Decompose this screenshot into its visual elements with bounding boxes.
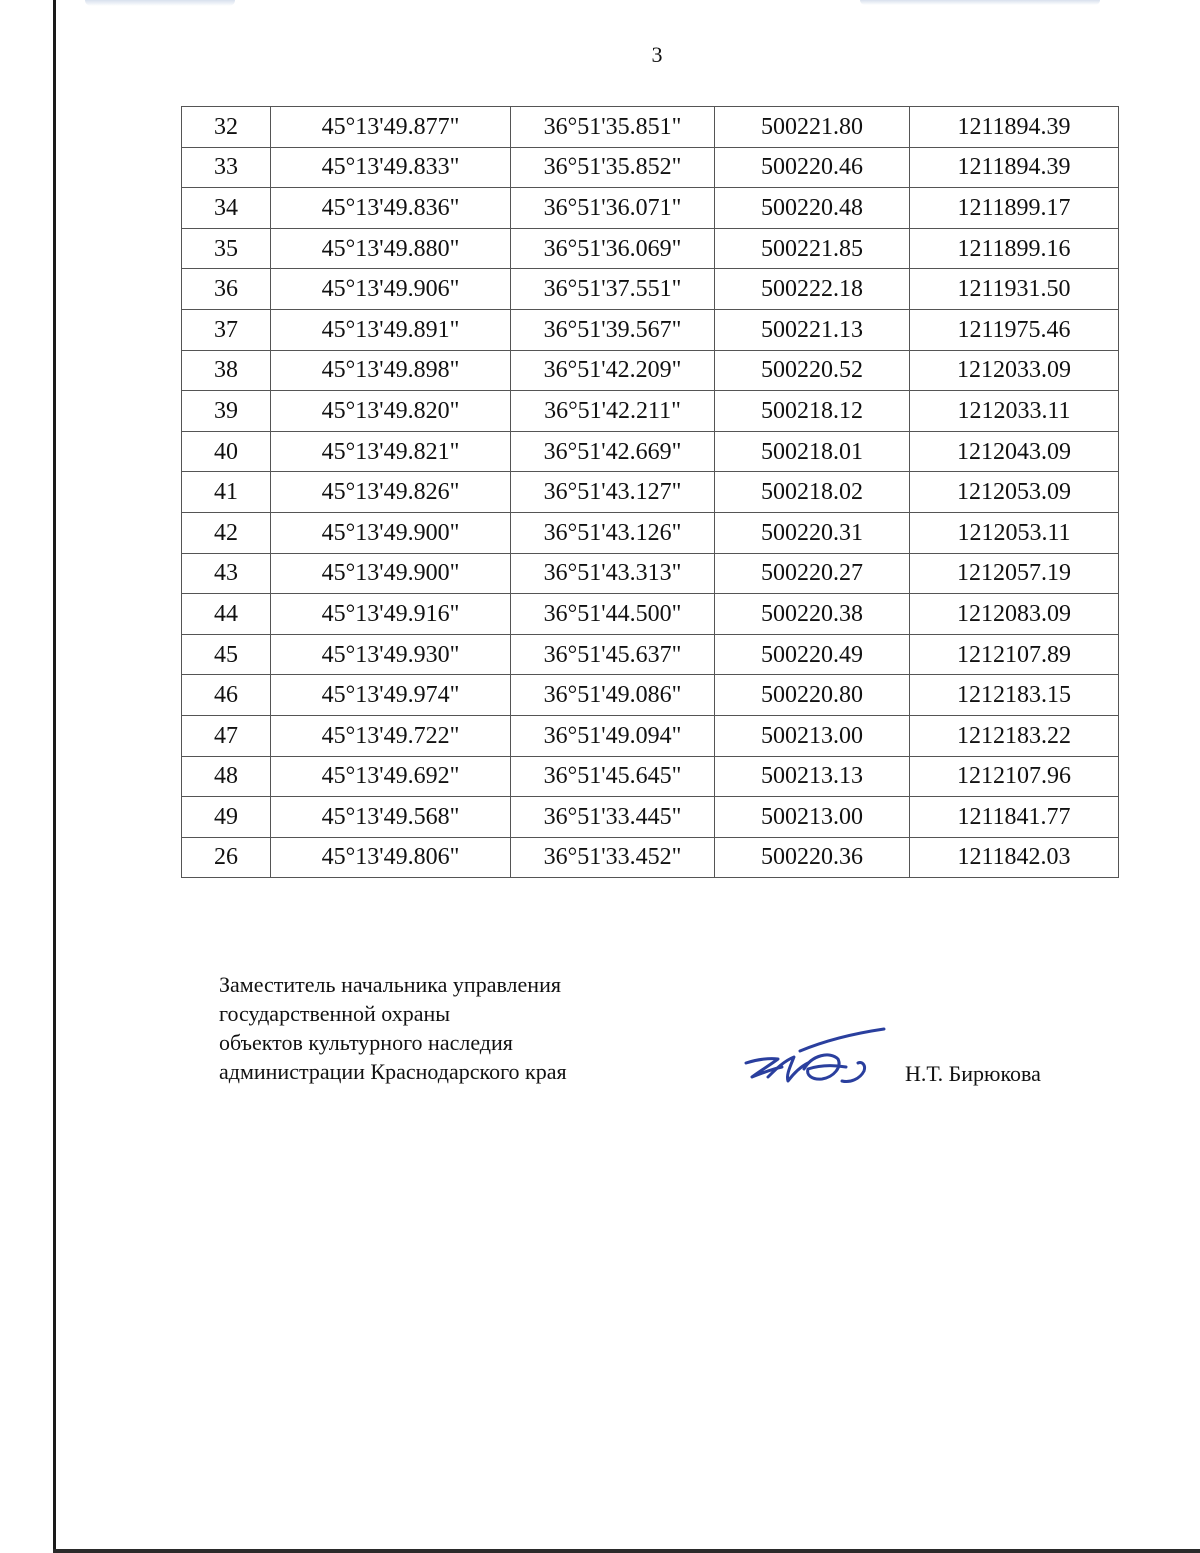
latitude-cell: 45°13'49.930" [271,634,511,675]
latitude-cell: 45°13'49.722" [271,715,511,756]
latitude-cell: 45°13'49.898" [271,350,511,391]
point-number-cell: 41 [182,472,271,513]
point-number-cell: 26 [182,837,271,878]
point-number-cell: 44 [182,594,271,635]
table-row [182,594,1119,635]
scan-edge-left [53,0,56,1553]
y-coordinate-cell: 1212043.09 [910,431,1119,472]
point-number-cell: 45 [182,634,271,675]
page-number: 3 [651,42,663,67]
signatory-position-line: объектов культурного наследия [219,1030,513,1055]
y-coordinate-cell: 1212057.19 [910,553,1119,594]
longitude-cell: 36°51'44.500" [511,594,715,635]
x-coordinate-cell: 500220.38 [715,594,910,635]
longitude-cell: 36°51'43.127" [511,472,715,513]
x-coordinate-cell: 500220.31 [715,512,910,553]
y-coordinate-cell: 1212107.96 [910,756,1119,797]
table-row [182,634,1119,675]
latitude-cell: 45°13'49.916" [271,594,511,635]
x-coordinate-cell: 500220.46 [715,147,910,188]
point-number-cell: 36 [182,269,271,310]
latitude-cell: 45°13'49.974" [271,675,511,716]
latitude-cell: 45°13'49.820" [271,391,511,432]
x-coordinate-cell: 500218.01 [715,431,910,472]
table-row [182,147,1119,188]
y-coordinate-cell: 1211899.17 [910,188,1119,229]
y-coordinate-cell: 1212183.15 [910,675,1119,716]
latitude-cell: 45°13'49.877" [271,107,511,148]
longitude-cell: 36°51'33.445" [511,797,715,838]
table-row [182,391,1119,432]
table-row [182,472,1119,513]
longitude-cell: 36°51'49.086" [511,675,715,716]
coordinates-table-body [182,107,1119,878]
latitude-cell: 45°13'49.826" [271,472,511,513]
scan-artifact-top-left [85,0,235,6]
table-row [182,675,1119,716]
y-coordinate-cell: 1211841.77 [910,797,1119,838]
latitude-cell: 45°13'49.833" [271,147,511,188]
longitude-cell: 36°51'33.452" [511,837,715,878]
longitude-cell: 36°51'42.211" [511,391,715,432]
scan-artifact-top-right [860,0,1100,5]
x-coordinate-cell: 500213.13 [715,756,910,797]
x-coordinate-cell: 500220.52 [715,350,910,391]
y-coordinate-cell: 1212107.89 [910,634,1119,675]
table-row [182,350,1119,391]
latitude-cell: 45°13'49.568" [271,797,511,838]
table-row [182,107,1119,148]
y-coordinate-cell: 1212033.09 [910,350,1119,391]
table-row [182,188,1119,229]
point-number-cell: 47 [182,715,271,756]
table-row [182,309,1119,350]
longitude-cell: 36°51'49.094" [511,715,715,756]
point-number-cell: 48 [182,756,271,797]
signatory-position [219,970,567,1086]
longitude-cell: 36°51'35.851" [511,107,715,148]
longitude-cell: 36°51'35.852" [511,147,715,188]
x-coordinate-cell: 500220.27 [715,553,910,594]
table-row [182,553,1119,594]
x-coordinate-cell: 500221.13 [715,309,910,350]
latitude-cell: 45°13'49.821" [271,431,511,472]
latitude-cell: 45°13'49.900" [271,512,511,553]
longitude-cell: 36°51'42.669" [511,431,715,472]
latitude-cell: 45°13'49.900" [271,553,511,594]
point-number-cell: 40 [182,431,271,472]
x-coordinate-cell: 500220.48 [715,188,910,229]
signatory-position-line: администрации Краснодарского края [219,1059,567,1084]
x-coordinate-cell: 500213.00 [715,797,910,838]
handwritten-signature [738,1025,888,1095]
point-number-cell: 34 [182,188,271,229]
y-coordinate-cell: 1212053.09 [910,472,1119,513]
y-coordinate-cell: 1211894.39 [910,147,1119,188]
latitude-cell: 45°13'49.891" [271,309,511,350]
scan-edge-bottom [53,1549,1200,1553]
y-coordinate-cell: 1212183.22 [910,715,1119,756]
table-row [182,228,1119,269]
x-coordinate-cell: 500221.80 [715,107,910,148]
longitude-cell: 36°51'45.645" [511,756,715,797]
x-coordinate-cell: 500222.18 [715,269,910,310]
y-coordinate-cell: 1212083.09 [910,594,1119,635]
latitude-cell: 45°13'49.880" [271,228,511,269]
table-row [182,431,1119,472]
y-coordinate-cell: 1211931.50 [910,269,1119,310]
y-coordinate-cell: 1211975.46 [910,309,1119,350]
y-coordinate-cell: 1211899.16 [910,228,1119,269]
point-number-cell: 42 [182,512,271,553]
longitude-cell: 36°51'36.069" [511,228,715,269]
x-coordinate-cell: 500218.12 [715,391,910,432]
table-row [182,756,1119,797]
x-coordinate-cell: 500218.02 [715,472,910,513]
longitude-cell: 36°51'36.071" [511,188,715,229]
y-coordinate-cell: 1212033.11 [910,391,1119,432]
longitude-cell: 36°51'39.567" [511,309,715,350]
point-number-cell: 37 [182,309,271,350]
table-row [182,512,1119,553]
point-number-cell: 46 [182,675,271,716]
longitude-cell: 36°51'37.551" [511,269,715,310]
x-coordinate-cell: 500221.85 [715,228,910,269]
latitude-cell: 45°13'49.806" [271,837,511,878]
y-coordinate-cell: 1211894.39 [910,107,1119,148]
latitude-cell: 45°13'49.692" [271,756,511,797]
longitude-cell: 36°51'45.637" [511,634,715,675]
point-number-cell: 49 [182,797,271,838]
longitude-cell: 36°51'43.126" [511,512,715,553]
point-number-cell: 33 [182,147,271,188]
point-number-cell: 35 [182,228,271,269]
latitude-cell: 45°13'49.836" [271,188,511,229]
point-number-cell: 38 [182,350,271,391]
table-row [182,715,1119,756]
coordinates-table [181,106,1119,878]
y-coordinate-cell: 1211842.03 [910,837,1119,878]
table-row [182,797,1119,838]
x-coordinate-cell: 500220.36 [715,837,910,878]
latitude-cell: 45°13'49.906" [271,269,511,310]
signatory-position-line: государственной охраны [219,1001,451,1026]
signatory-position-line: Заместитель начальника управления [219,972,561,997]
signatory-name: Н.Т. Бирюкова [905,1061,1041,1086]
x-coordinate-cell: 500220.80 [715,675,910,716]
point-number-cell: 43 [182,553,271,594]
x-coordinate-cell: 500220.49 [715,634,910,675]
longitude-cell: 36°51'42.209" [511,350,715,391]
table-row [182,269,1119,310]
point-number-cell: 39 [182,391,271,432]
table-row [182,837,1119,878]
y-coordinate-cell: 1212053.11 [910,512,1119,553]
longitude-cell: 36°51'43.313" [511,553,715,594]
x-coordinate-cell: 500213.00 [715,715,910,756]
point-number-cell: 32 [182,107,271,148]
